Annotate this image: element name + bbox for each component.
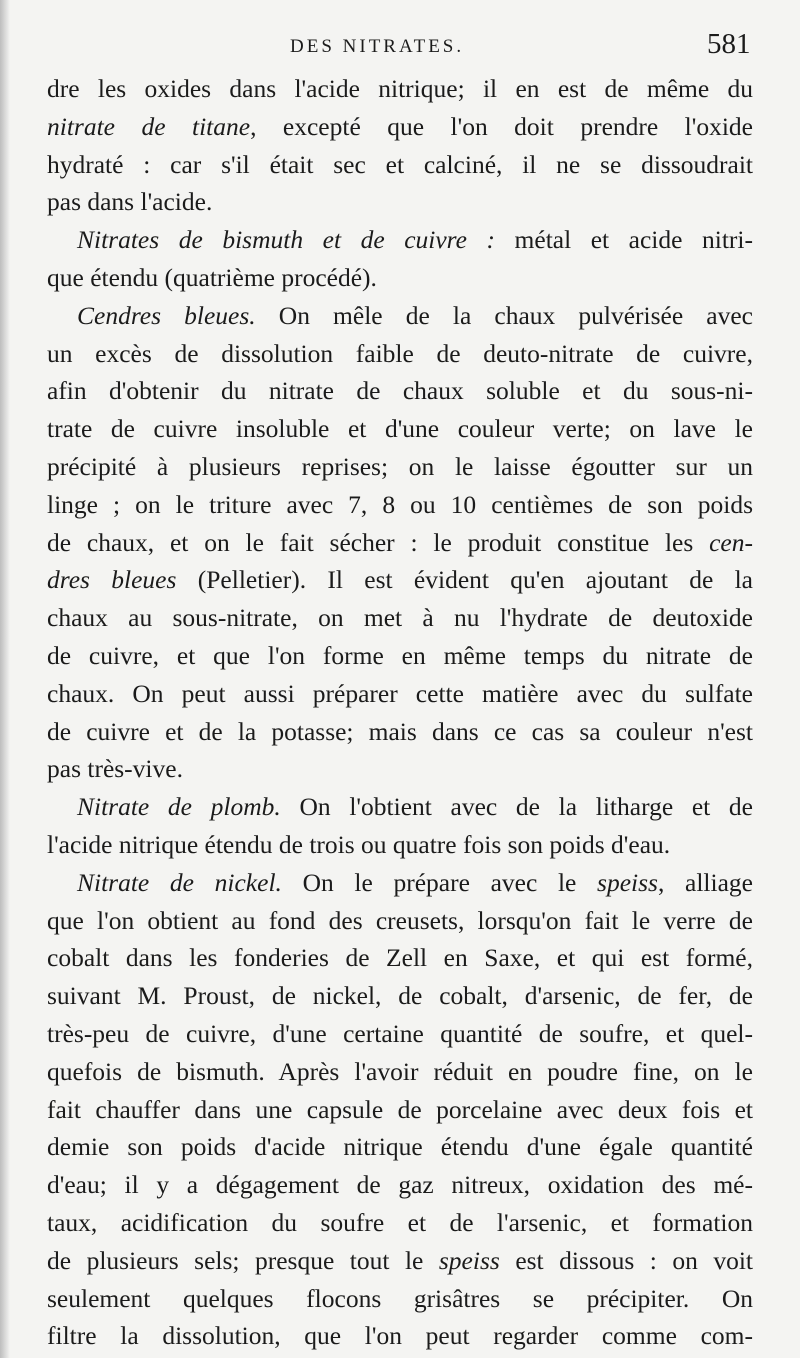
italic-term: cen- xyxy=(709,527,753,557)
text-run: très-peu de cuivre, d'une certaine quantité de soufre, et quel- xyxy=(47,1018,753,1048)
text-run: afin d'obtenir du nitrate de chaux soluble et du sous-ni- xyxy=(47,376,753,406)
italic-term: Cendres bleues. xyxy=(77,300,256,330)
page-edge-shadow xyxy=(0,0,10,1358)
text-run: seulement quelques flocons grisâtres se précipiter. On xyxy=(47,1283,753,1313)
text-line xyxy=(47,864,753,902)
text-run: chaux au sous-nitrate, on met à nu l'hydrate de deutoxide xyxy=(47,603,753,633)
text-line xyxy=(47,599,753,637)
text-run: l'acide nitrique étendu de trois ou quatre fois son poids d'eau. xyxy=(47,829,671,859)
body-text xyxy=(47,70,753,1355)
text-line xyxy=(47,1317,753,1355)
text-run: d'eau; il y a dégagement de gaz nitreux, oxidation des mé- xyxy=(47,1170,753,1200)
text-run: pas très-vive. xyxy=(47,754,183,784)
text-line xyxy=(47,335,753,373)
text-run: (Pelletier). Il est évident qu'en ajoutant de la xyxy=(176,565,753,595)
text-line xyxy=(47,1242,753,1280)
text-run: de chaux, et on le fait sécher : le produit constitue les xyxy=(47,527,710,557)
text-line xyxy=(47,675,753,713)
text-line xyxy=(47,1091,753,1129)
italic-term: Nitrate de nickel. xyxy=(77,867,282,897)
text-line xyxy=(47,637,753,675)
running-title: DES NITRATES. xyxy=(290,36,465,57)
text-run: chaux. On peut aussi préparer cette matière avec du sulfate xyxy=(47,678,753,708)
text-line xyxy=(47,561,753,599)
italic-term: Nitrate de plomb. xyxy=(77,792,281,822)
text-run: fait chauffer dans une capsule de porcelaine avec deux fois et xyxy=(47,1094,753,1124)
text-line xyxy=(47,297,753,335)
text-run: , excepté que l'on doit prendre l'oxide xyxy=(250,111,753,141)
italic-term: speiss xyxy=(438,1245,500,1275)
text-line xyxy=(47,221,753,259)
text-line xyxy=(47,1166,753,1204)
italic-term: speiss xyxy=(597,867,658,897)
text-run: est dissous : on voit xyxy=(499,1245,754,1275)
text-run: , alliage xyxy=(657,867,753,897)
text-line xyxy=(47,1280,753,1318)
text-run: un excès de dissolution faible de deuto-nitrate de cuivre, xyxy=(47,338,753,368)
text-line xyxy=(47,146,753,184)
text-run: On l'obtient avec de la litharge et de xyxy=(280,792,753,822)
italic-term: nitrate de titane xyxy=(47,111,251,141)
text-line xyxy=(47,788,753,826)
text-line xyxy=(47,1204,753,1242)
text-line xyxy=(47,1053,753,1091)
page-header xyxy=(0,28,800,68)
text-run: que étendu (quatrième procédé). xyxy=(47,262,377,292)
text-line xyxy=(47,486,753,524)
text-run: que l'on obtient au fond des creusets, lorsqu'on fait le verre de xyxy=(47,905,753,935)
text-run: cobalt dans les fonderies de Zell en Saxe, et qui est formé, xyxy=(47,943,753,973)
italic-term: Nitrates de bismuth et de cuivre : xyxy=(77,225,495,255)
text-run: de cuivre, et que l'on forme en même temps du nitrate de xyxy=(47,640,753,670)
italic-term: dres bleues xyxy=(47,565,177,595)
text-run: dre les oxides dans l'acide nitrique; il en est de même du xyxy=(47,74,753,103)
text-line xyxy=(47,826,753,864)
text-line xyxy=(47,259,753,297)
text-line xyxy=(47,750,753,788)
text-line xyxy=(47,977,753,1015)
text-run: taux, acidification du soufre et de l'arsenic, et formation xyxy=(47,1207,753,1237)
text-run: hydraté : car s'il était sec et calciné, il ne se dissoudrait xyxy=(47,149,753,179)
text-line xyxy=(47,524,753,562)
text-line xyxy=(47,70,753,108)
text-line xyxy=(47,902,753,940)
text-run: de plusieurs sels; presque tout le xyxy=(47,1245,439,1275)
text-run: quefois de bismuth. Après l'avoir réduit en poudre fine, on le xyxy=(47,1056,753,1086)
text-run: métal et acide nitri- xyxy=(495,225,753,255)
text-line xyxy=(47,939,753,977)
text-line xyxy=(47,108,753,146)
text-run: de cuivre et de la potasse; mais dans ce cas sa couleur n'est xyxy=(47,716,753,746)
text-line xyxy=(47,410,753,448)
text-line xyxy=(47,713,753,751)
text-run: filtre la dissolution, que l'on peut regarder comme com- xyxy=(47,1321,753,1351)
text-run: trate de cuivre insoluble et d'une couleur verte; on lave le xyxy=(47,414,753,444)
text-line xyxy=(47,1128,753,1166)
text-line xyxy=(47,183,753,221)
text-line xyxy=(47,372,753,410)
text-run: demie son poids d'acide nitrique étendu d'une égale quantité xyxy=(47,1132,753,1162)
page-number: 581 xyxy=(707,28,751,60)
text-run: précipité à plusieurs reprises; on le laisse égoutter sur un xyxy=(47,451,753,481)
text-run: pas dans l'acide. xyxy=(47,187,213,217)
text-run: suivant M. Proust, de nickel, de cobalt, d'arsenic, de fer, de xyxy=(47,981,753,1011)
text-run: linge ; on le triture avec 7, 8 ou 10 centièmes de son poids xyxy=(47,489,753,519)
text-run: On le prépare avec le xyxy=(281,867,598,897)
text-line xyxy=(47,1015,753,1053)
text-line xyxy=(47,448,753,486)
text-run: On mêle de la chaux pulvérisée avec xyxy=(255,300,753,330)
